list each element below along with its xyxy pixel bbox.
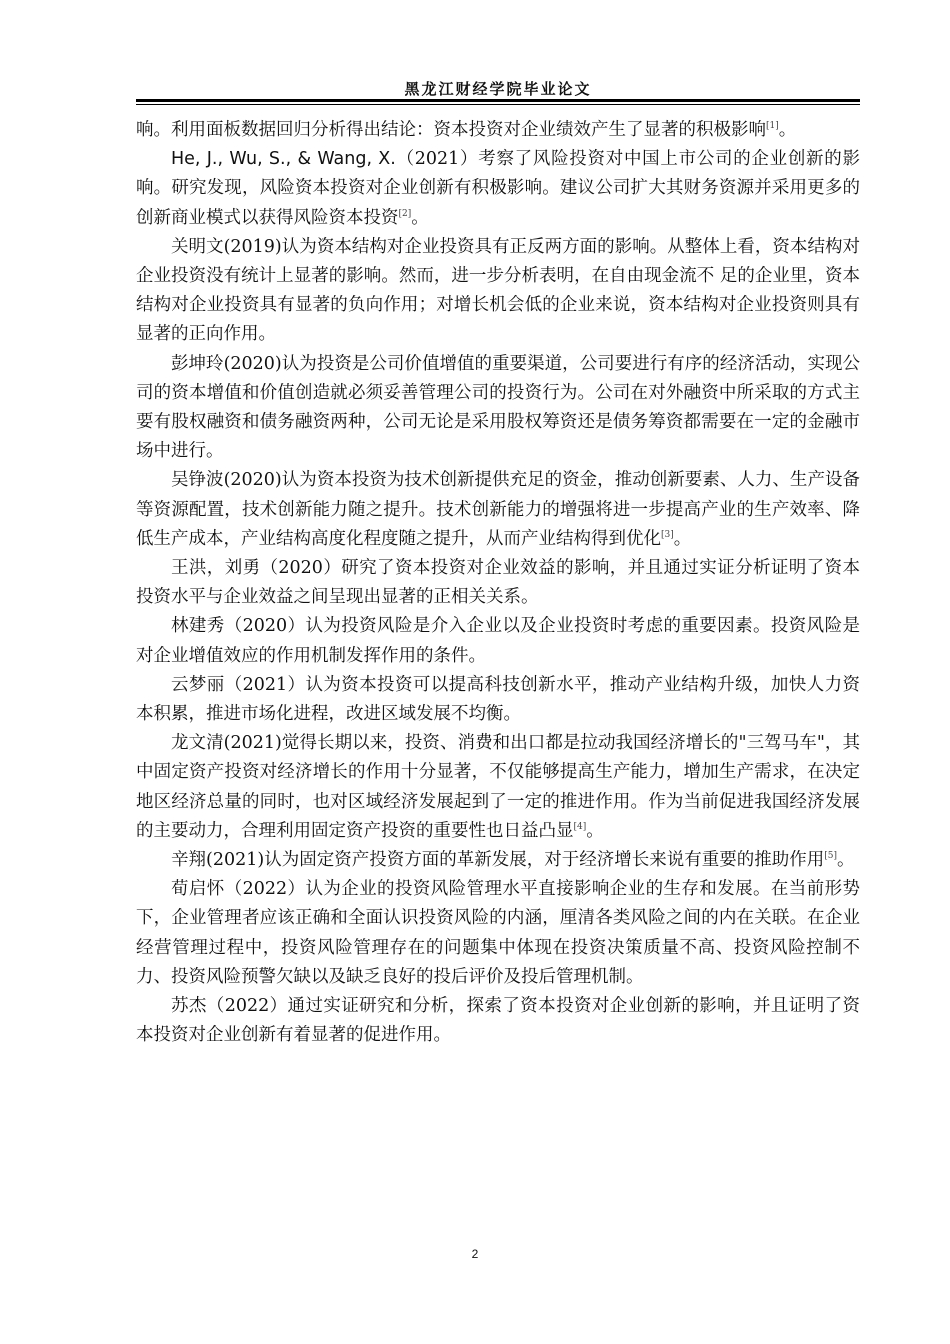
citation-ref: [2]: [398, 208, 412, 219]
paragraph: 龙文清(2021)觉得长期以来，投资、消费和出口都是拉动我国经济增长的"三驾马车"，其中固定资产投资对经济增长的作用十分显著，不仅能够提高生产能力，增加生产需求，在决定地区经济总量的同时，也对区域经济发展起到了一定的推进作用。作为当前促进我国经济发展的主要动力，合理利用固定资产投资的重要性也日益凸显[4]。: [136, 733, 860, 841]
paragraph-author: He, J., Wu, S., & Wang, X.: [171, 149, 396, 170]
paragraph: 云梦丽（2021）认为资本投资可以提高科技创新水平，推动产业结构升级，加快人力资本积累，推进市场化进程，改进区域发展不均衡。: [136, 674, 860, 725]
header-rule-thick: [136, 99, 860, 102]
paragraph-continuation: 响。利用面板数据回归分析得出结论：资本投资对企业绩效产生了显著的积极影响[1]。: [136, 120, 797, 140]
citation-ref: [3]: [661, 530, 674, 541]
body-text: [136, 116, 860, 1051]
paragraph: 吴铮波(2020)认为资本投资为技术创新提供充足的资金，推动创新要素、人力、生产设备等资源配置，技术创新能力随之提升。技术创新能力的增强将进一步提高产业的生产效率、降低生产成本，产业结构高度化程度随之提升，从而产业结构得到优化[3]。: [136, 470, 860, 549]
paragraph: 关明文(2019)认为资本结构对企业投资具有正反两方面的影响。从整体上看，资本结构对企业投资没有统计上显著的影响。然而，进一步分析表明，在自由现金流不 足的企业里，资本结构对企业投资具有显著的负向作用；对增长机会低的企业来说，资本结构对企业投资则具有显著的正向作用。: [136, 236, 860, 345]
page-header-title: 黑龙江财经学院毕业论文: [404, 80, 592, 98]
citation-ref: [5]: [824, 851, 837, 862]
paragraph: 王洪，刘勇（2020）研究了资本投资对企业效益的影响，并且通过实证分析证明了资本投资水平与企业效益之间呈现出显著的正相关关系。: [136, 558, 860, 608]
citation-ref: [4]: [573, 822, 587, 833]
citation-ref: [1]: [766, 121, 779, 132]
paragraph: 辛翔(2021)认为固定资产投资方面的革新发展，对于经济增长来说有重要的推助作用[5]。: [171, 850, 855, 871]
page-number: 2: [471, 1247, 479, 1261]
paragraph: 荀启怀（2022）认为企业的投资风险管理水平直接影响企业的生存和发展。在当前形势下，企业管理者应该正确和全面认识投资风险的内涵，厘清各类风险之间的内在关联。在企业经营管理过程中，投资风险管理存在的问题集中体现在投资决策质量不高、投资风险控制不力、投资风险预警欠缺以及缺乏良好的投后评价及投后管理机制。: [136, 879, 860, 987]
paragraph: 苏杰（2022）通过实证研究和分析，探索了资本投资对企业创新的影响，并且证明了资本投资对企业创新有着显著的促进作用。: [136, 996, 860, 1046]
paragraph: 林建秀（2020）认为投资风险是介入企业以及企业投资时考虑的重要因素。投资风险是对企业增值效应的作用机制发挥作用的条件。: [136, 616, 860, 666]
paragraph: He, J., Wu, S., & Wang, X.（2021）考察了风险投资对中国上市公司的企业创新的影响。研究发现，风险资本投资对企业创新有积极影响。建议公司扩大其财务资源并采用更多的创新商业模式以获得风险资本投资[2]。: [136, 149, 860, 228]
header-rule-thin: [136, 104, 860, 105]
paragraph: 彭坤玲(2020)认为投资是公司价值增值的重要渠道，公司要进行有序的经济活动，实现公司的资本增值和价值创造就必须妥善管理公司的投资行为。公司在对外融资中所采取的方式主要有股权融资和债务融资两种，公司无论是采用股权筹资还是债务筹资都需要在一定的金融市场中进行。: [136, 353, 860, 462]
